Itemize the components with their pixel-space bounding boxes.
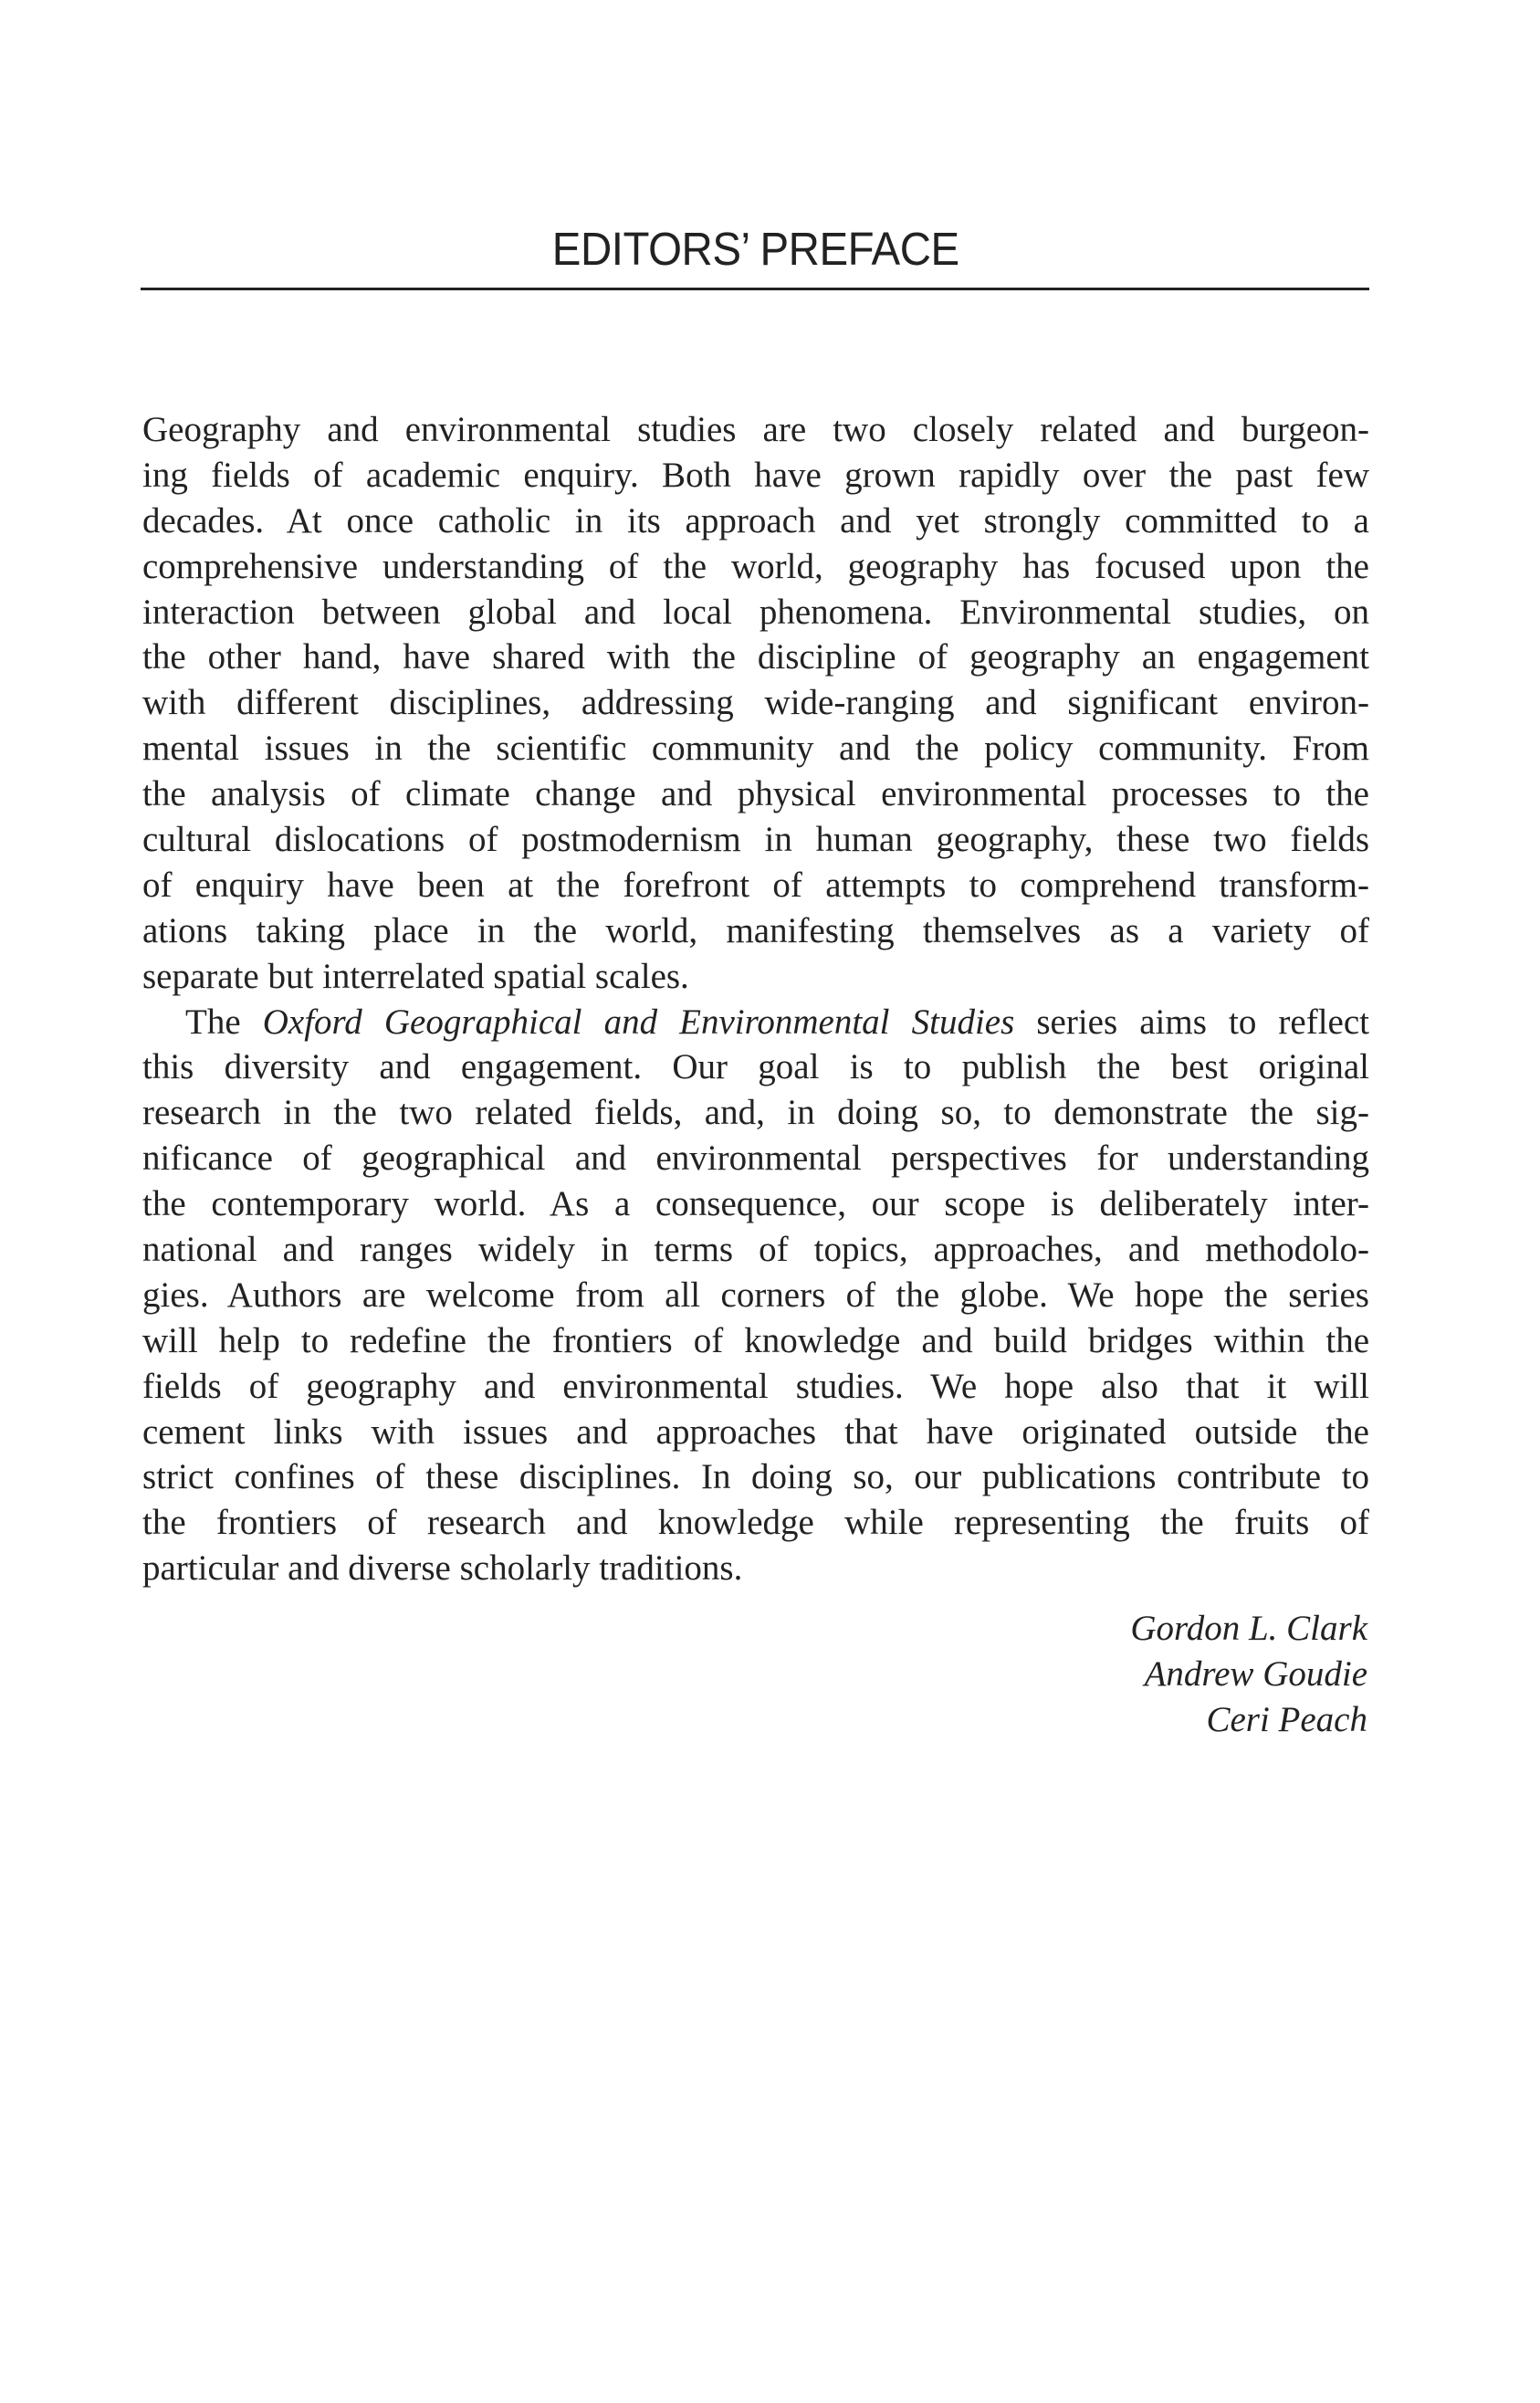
text-line: the contemporary world. As a consequence, our scope is deliberately inter- (142, 1184, 1369, 1224)
preface-body (142, 407, 1369, 1591)
text-line: mental issues in the scientific community and the policy community. From (142, 729, 1369, 769)
text-line: the frontiers of research and knowledge while representing the fruits of (142, 1503, 1369, 1543)
editor-signatures (142, 1606, 1367, 1743)
text-line: gies. Authors are welcome from all corners of the globe. We hope the series (142, 1275, 1369, 1315)
text-line: the analysis of climate change and physical environmental processes to the (142, 774, 1369, 814)
paragraph-1 (142, 407, 1369, 1000)
text-line: of enquiry have been at the forefront of attempts to comprehend transform- (142, 865, 1369, 905)
text-line: interaction between global and local phenomena. Environmental studies, on (142, 592, 1369, 632)
text-line: with different disciplines, addressing wide-ranging and significant environ- (142, 683, 1369, 723)
text-line: cement links with issues and approaches that have originated outside the (142, 1411, 1369, 1452)
page-title (141, 217, 1369, 281)
text-line: strict confines of these disciplines. In doing so, our publications contribute to (142, 1457, 1369, 1497)
text-run: series aims to reflect (1014, 1002, 1369, 1042)
title-rule-divider (141, 288, 1369, 290)
text-line: decades. At once catholic in its approach and yet strongly committed to a (142, 500, 1369, 540)
text-line: will help to redefine the frontiers of knowledge and build bridges within the (142, 1320, 1369, 1360)
text-line: this diversity and engagement. Our goal is to publish the best original (142, 1047, 1369, 1087)
text-line: separate but interrelated spatial scales. (142, 956, 689, 996)
text-line-first (142, 1000, 1369, 1045)
editor-signature: Gordon L. Clark (1130, 1609, 1367, 1648)
text-line: fields of geography and environmental studies. We hope also that it will (142, 1366, 1369, 1406)
page-title-text: EDITORS’ PREFACE (551, 223, 959, 275)
text-line: ations taking place in the world, manifesting themselves as a variety of (142, 910, 1369, 950)
series-title-italic: Oxford Geographical and Environmental Studies (262, 1002, 1015, 1042)
text-line: research in the two related fields, and, in doing so, to demonstrate the sig- (142, 1093, 1369, 1133)
text-line: cultural dislocations of postmodernism in human geography, these two fields (142, 820, 1369, 860)
editor-signature: Ceri Peach (1206, 1699, 1367, 1739)
text-line: Geography and environmental studies are two closely related and burgeon- (142, 410, 1369, 449)
paragraph-2 (142, 1000, 1369, 1592)
text-line: nificance of geographical and environmental perspectives for understanding (142, 1139, 1369, 1179)
text-line: comprehensive understanding of the world, geography has focused upon the (142, 546, 1369, 586)
text-line: ing fields of academic enquiry. Both have grown rapidly over the past few (142, 455, 1369, 495)
text-run: The (185, 1002, 263, 1042)
text-line: particular and diverse scholarly traditions. (142, 1548, 743, 1589)
editor-signature: Andrew Goudie (1144, 1653, 1367, 1694)
text-line: national and ranges widely in terms of topics, approaches, and methodolo- (142, 1230, 1369, 1270)
text-line: the other hand, have shared with the discipline of geography an engagement (142, 637, 1369, 677)
